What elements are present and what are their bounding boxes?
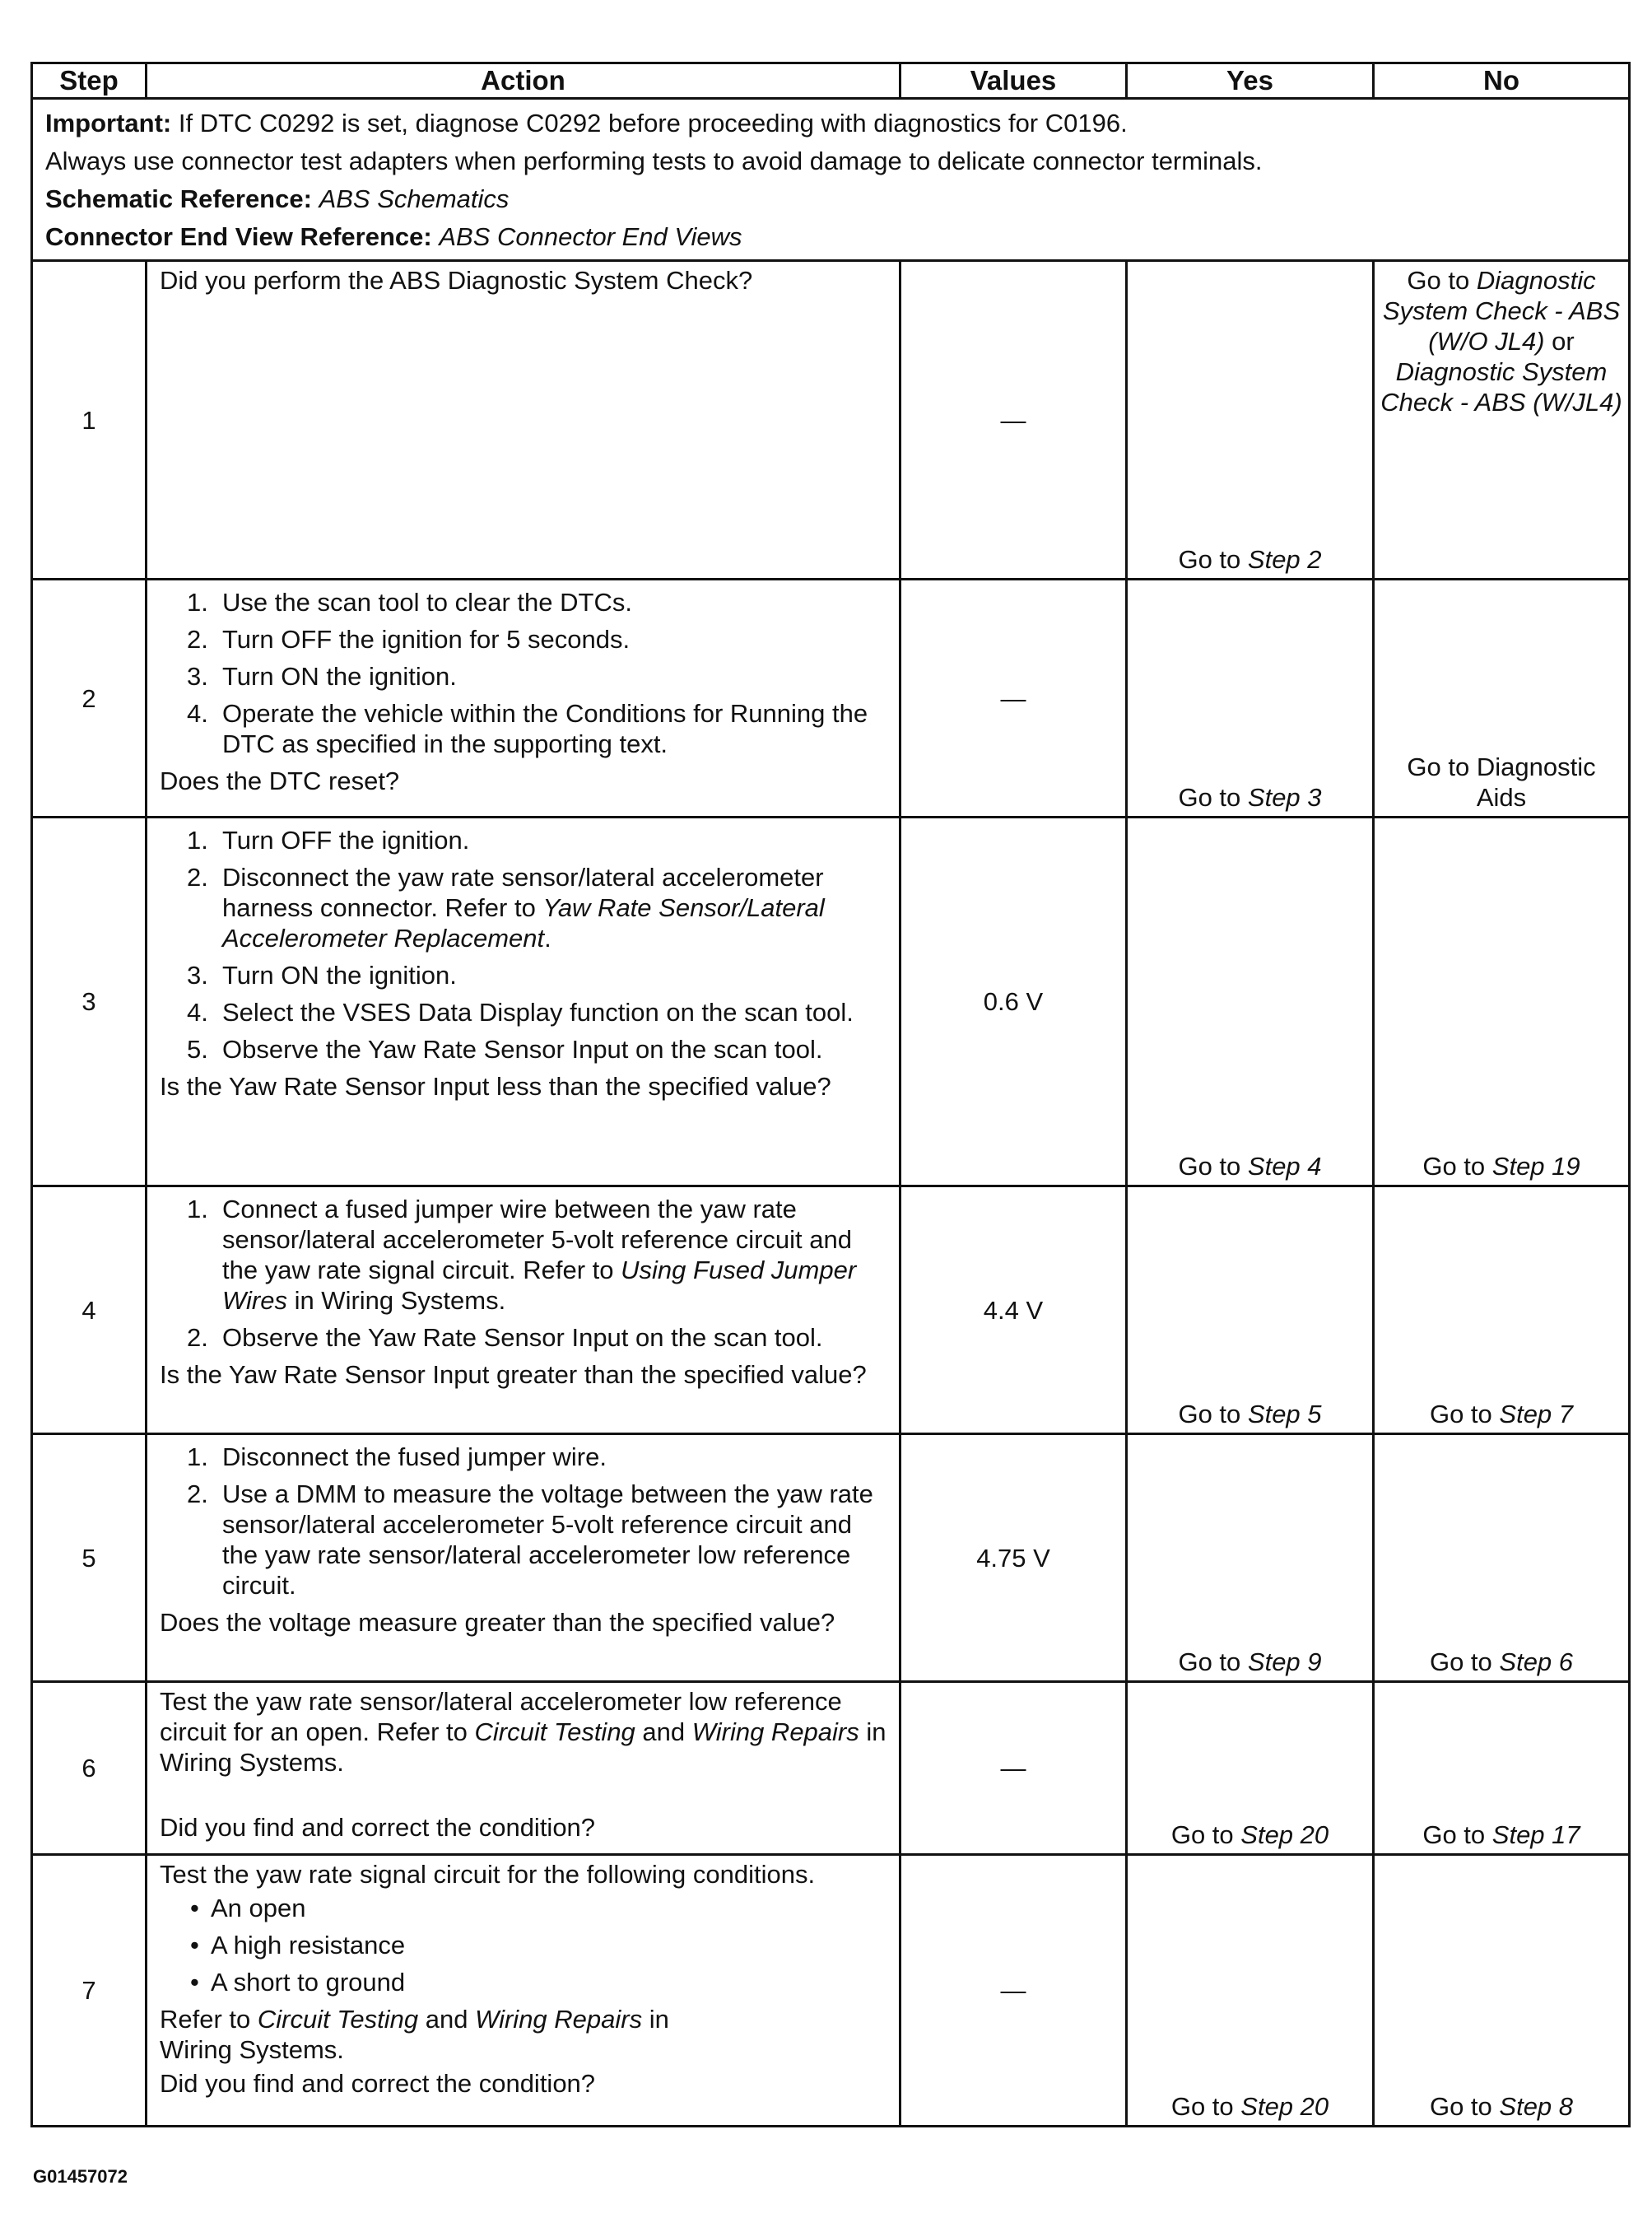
no-or: or bbox=[1544, 327, 1575, 356]
table-row bbox=[32, 261, 1630, 580]
circuit-testing-link[interactable]: Circuit Testing bbox=[257, 2005, 419, 2034]
important-text: If DTC C0292 is set, diagnose C0292 before proceeding with diagnostics for C0196. bbox=[171, 109, 1128, 137]
header-action: Action bbox=[147, 63, 900, 99]
header-yes: Yes bbox=[1127, 63, 1374, 99]
action-list bbox=[160, 825, 889, 1065]
value-cell: — bbox=[900, 580, 1127, 818]
no-link-system-check-w-jl4[interactable]: Diagnostic System Check - ABS (W/JL4) bbox=[1380, 357, 1622, 417]
value-cell: — bbox=[900, 1682, 1127, 1855]
yes-cell bbox=[1127, 818, 1374, 1186]
table-row bbox=[32, 580, 1630, 818]
no-step-link[interactable]: Step 8 bbox=[1499, 2092, 1574, 2121]
no-step-link[interactable]: Step 19 bbox=[1491, 1152, 1580, 1181]
list-item: • An open bbox=[190, 1894, 306, 1922]
action-list bbox=[160, 587, 889, 759]
value-cell: — bbox=[900, 1855, 1127, 2127]
notes-cell bbox=[32, 99, 1630, 261]
action-item: 5. Observe the Yaw Rate Sensor Input on the scan tool. bbox=[187, 1035, 823, 1064]
no-cell bbox=[1374, 1186, 1630, 1434]
action-item: 3. Turn ON the ignition. bbox=[187, 961, 457, 990]
yes-action: Go to Step 20 bbox=[1170, 1820, 1329, 1849]
step-number: 7 bbox=[32, 1855, 147, 2127]
action-list bbox=[160, 1442, 889, 1601]
yes-action: Go to Step 3 bbox=[1178, 783, 1322, 812]
no-step-link[interactable]: Step 6 bbox=[1499, 1647, 1574, 1676]
yes-step-link[interactable]: Step 20 bbox=[1240, 2092, 1329, 2121]
action-item: 2. Use a DMM to measure the voltage between the yaw rate sensor/lateral accelerometer 5-volt reference circuit and the yaw rate sensor/lateral accelerometer low reference circuit. bbox=[187, 1479, 873, 1600]
yes-step-link[interactable]: Step 20 bbox=[1240, 1820, 1329, 1849]
no-cell bbox=[1374, 261, 1630, 580]
action-cell bbox=[147, 1186, 900, 1434]
action-question: Did you find and correct the condition? bbox=[160, 2069, 596, 2098]
yes-prefix: Go to bbox=[1178, 545, 1248, 574]
table-row bbox=[32, 1855, 1630, 2127]
action-item: 2. Observe the Yaw Rate Sensor Input on the scan tool. bbox=[187, 1323, 823, 1352]
yes-step-link[interactable]: Step 2 bbox=[1247, 545, 1322, 574]
action-item: 1. Connect a fused jumper wire between the yaw rate sensor/lateral accelerometer 5-volt reference circuit and the yaw rate signal circuit. Refer to Using Fused Jumper Wires in Wiring Systems. bbox=[187, 1195, 857, 1315]
no-prefix: Go to bbox=[1407, 266, 1477, 295]
no-step-link[interactable]: Step 7 bbox=[1499, 1400, 1574, 1428]
no-link-system-check-wo-jl4[interactable]: Diagnostic System Check - ABS (W/O JL4) bbox=[1382, 266, 1621, 356]
action-item: 2. Disconnect the yaw rate sensor/lateral accelerometer harness connector. Refer to Yaw Rate Sensor/Lateral Accelerometer Replacement. bbox=[187, 863, 825, 953]
yes-cell bbox=[1127, 1682, 1374, 1855]
no-cell bbox=[1374, 1855, 1630, 2127]
no-cell bbox=[1374, 1434, 1630, 1682]
action-question: Does the voltage measure greater than the specified value? bbox=[160, 1608, 835, 1637]
yes-cell bbox=[1127, 261, 1374, 580]
no-action: Go to Step 7 bbox=[1429, 1400, 1574, 1428]
step-number: 1 bbox=[32, 261, 147, 580]
action-item: 1. Turn OFF the ignition. bbox=[187, 826, 470, 855]
table-row bbox=[32, 1186, 1630, 1434]
action-question: Did you perform the ABS Diagnostic System Check? bbox=[160, 266, 753, 295]
schematic-link[interactable]: ABS Schematics bbox=[319, 184, 510, 213]
condition-list bbox=[160, 1893, 889, 1997]
action-list bbox=[160, 1194, 889, 1353]
step-number: 6 bbox=[32, 1682, 147, 1855]
no-action: Go to Step 8 bbox=[1429, 2092, 1574, 2121]
diagnostic-table-sheet bbox=[30, 62, 1628, 2127]
action-cell bbox=[147, 1434, 900, 1682]
action-item: 3. Turn ON the ignition. bbox=[187, 662, 457, 691]
yes-step-link[interactable]: Step 9 bbox=[1247, 1647, 1322, 1676]
yes-cell bbox=[1127, 1855, 1374, 2127]
action-intro: Test the yaw rate signal circuit for the following conditions. bbox=[160, 1860, 816, 1889]
step-number: 2 bbox=[32, 580, 147, 818]
value-cell: 0.6 V bbox=[900, 818, 1127, 1186]
action-item: 4. Operate the vehicle within the Conditions for Running the DTC as specified in the supporting text. bbox=[187, 699, 868, 758]
diagnostic-table bbox=[30, 62, 1631, 2127]
yes-step-link[interactable]: Step 3 bbox=[1247, 783, 1322, 812]
header-no: No bbox=[1374, 63, 1630, 99]
action-question: Is the Yaw Rate Sensor Input less than the specified value? bbox=[160, 1072, 831, 1101]
action-item: 1. Disconnect the fused jumper wire. bbox=[187, 1442, 607, 1471]
action-cell bbox=[147, 1855, 900, 2127]
connector-reference bbox=[45, 218, 1616, 256]
no-diagnostic-aids-link[interactable]: Go to Diagnostic Aids bbox=[1407, 753, 1596, 812]
list-item: • A short to ground bbox=[190, 1968, 406, 1997]
yes-step-link[interactable]: Step 4 bbox=[1247, 1152, 1322, 1181]
important-note bbox=[45, 105, 1616, 142]
action-cell bbox=[147, 818, 900, 1186]
yes-action: Go to Step 4 bbox=[1178, 1152, 1322, 1181]
action-question: Does the DTC reset? bbox=[160, 767, 400, 795]
yes-step-link[interactable]: Step 5 bbox=[1247, 1400, 1322, 1428]
value-cell: — bbox=[900, 261, 1127, 580]
value-cell: 4.4 V bbox=[900, 1186, 1127, 1434]
action-question: Is the Yaw Rate Sensor Input greater than the specified value? bbox=[160, 1360, 867, 1389]
connector-link[interactable]: ABS Connector End Views bbox=[439, 222, 742, 251]
step-number: 4 bbox=[32, 1186, 147, 1434]
action-cell bbox=[147, 580, 900, 818]
circuit-testing-link[interactable]: Circuit Testing bbox=[474, 1717, 635, 1746]
step-number: 5 bbox=[32, 1434, 147, 1682]
wiring-repairs-link[interactable]: Wiring Repairs bbox=[691, 1717, 859, 1746]
figure-code: G01457072 bbox=[33, 2166, 128, 2187]
no-action: Go to Step 17 bbox=[1422, 1820, 1580, 1849]
table-row bbox=[32, 1434, 1630, 1682]
action-item: 1. Use the scan tool to clear the DTCs. bbox=[187, 588, 632, 617]
wiring-repairs-link[interactable]: Wiring Repairs bbox=[475, 2005, 643, 2034]
yes-action: Go to Step 20 bbox=[1170, 2092, 1329, 2121]
action-cell bbox=[147, 1682, 900, 1855]
no-step-link[interactable]: Step 17 bbox=[1491, 1820, 1580, 1849]
action-item: 4. Select the VSES Data Display function on the scan tool. bbox=[187, 998, 854, 1027]
no-action bbox=[1375, 262, 1628, 421]
always-note: Always use connector test adapters when performing tests to avoid damage to delicate connector terminals. bbox=[45, 147, 1263, 175]
yes-action: Go to Step 5 bbox=[1178, 1400, 1322, 1428]
schematic-label: Schematic Reference: bbox=[45, 184, 312, 213]
no-action: Go to Step 6 bbox=[1429, 1647, 1574, 1676]
value-cell: 4.75 V bbox=[900, 1434, 1127, 1682]
header-step: Step bbox=[32, 63, 147, 99]
yes-cell bbox=[1127, 580, 1374, 818]
action-item: 2. Turn OFF the ignition for 5 seconds. bbox=[187, 625, 631, 654]
replacement-link[interactable]: Yaw Rate Sensor/Lateral Accelerometer Replacement bbox=[222, 893, 825, 953]
no-action: Go to Step 19 bbox=[1422, 1152, 1580, 1181]
step-number: 3 bbox=[32, 818, 147, 1186]
yes-action: Go to Step 9 bbox=[1178, 1647, 1322, 1676]
yes-action bbox=[1128, 544, 1372, 575]
action-cell bbox=[147, 261, 900, 580]
no-cell bbox=[1374, 818, 1630, 1186]
yes-cell bbox=[1127, 1434, 1374, 1682]
schematic-reference bbox=[45, 180, 1616, 218]
list-item: • A high resistance bbox=[190, 1931, 406, 1959]
action-reference: Refer to Circuit Testing and Wiring Repairs in Wiring Systems. bbox=[160, 2005, 669, 2064]
action-text: Test the yaw rate sensor/lateral accelerometer low reference circuit for an open. Refer to Circuit Testing and Wiring Repairs in Wiring Systems. bbox=[160, 1687, 886, 1777]
header-values: Values bbox=[900, 63, 1127, 99]
no-cell bbox=[1374, 1682, 1630, 1855]
action-question: Did you find and correct the condition? bbox=[160, 1813, 596, 1842]
important-label: Important: bbox=[45, 109, 172, 137]
no-cell bbox=[1374, 580, 1630, 818]
table-row bbox=[32, 818, 1630, 1186]
connector-label: Connector End View Reference: bbox=[45, 222, 432, 251]
fused-jumper-link[interactable]: Using Fused Jumper Wires bbox=[222, 1256, 857, 1315]
yes-cell bbox=[1127, 1186, 1374, 1434]
header-row bbox=[32, 63, 1630, 99]
table-row bbox=[32, 1682, 1630, 1855]
notes-row bbox=[32, 99, 1630, 261]
